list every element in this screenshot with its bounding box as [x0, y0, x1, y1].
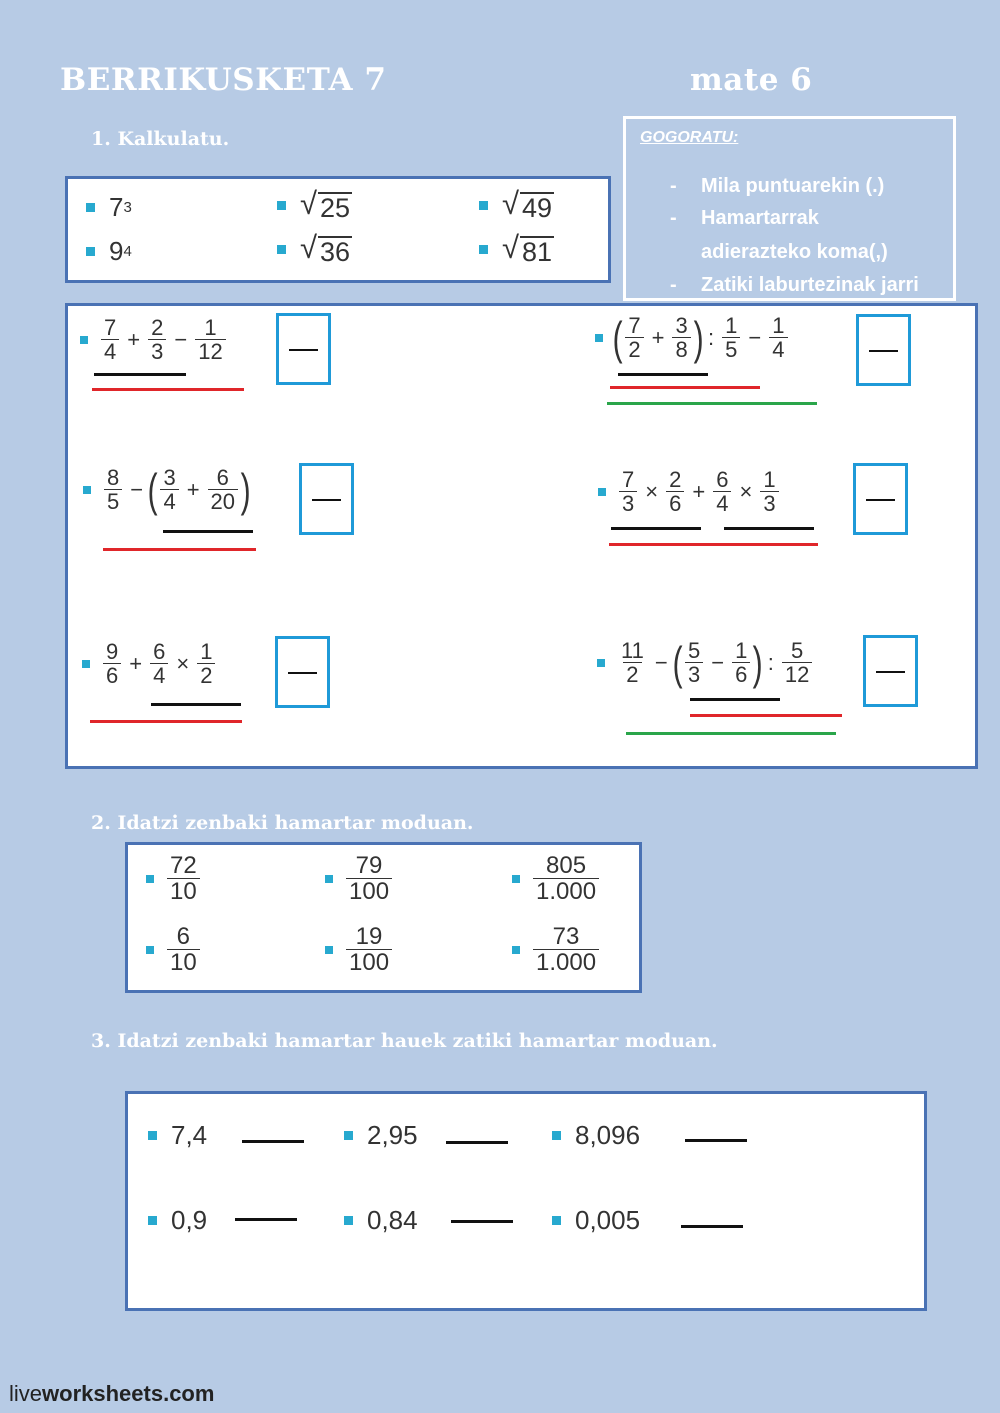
power-item [86, 192, 132, 223]
step-underline [611, 527, 701, 530]
numerator: 1 [735, 638, 748, 663]
fraction-item [325, 924, 395, 975]
denominator: 6 [732, 662, 750, 686]
worksheet-title: BERRIKUSKETA 7 [60, 62, 387, 98]
reminder-item: Hamartarrak [701, 207, 819, 229]
step-underline [610, 386, 760, 389]
operator: × [645, 478, 659, 504]
step-underline [607, 402, 817, 405]
answer-blank[interactable] [446, 1141, 508, 1144]
denominator: 4 [101, 339, 119, 363]
decimal-item [552, 1120, 640, 1151]
step-underline [609, 543, 818, 546]
bullet-icon [344, 1216, 353, 1225]
expression-4 [598, 468, 782, 515]
expression-5 [82, 640, 218, 687]
decimals-box [125, 1091, 927, 1311]
brand-tld: .com [163, 1381, 215, 1406]
bullet-icon [597, 659, 605, 667]
numerator: 7 [628, 313, 641, 338]
numerator: 1 [772, 313, 785, 338]
reminder-item: Mila puntuarekin (.) [701, 175, 885, 197]
bullet-icon [146, 875, 154, 883]
section1-heading: 1. Kalkulatu. [91, 128, 230, 150]
bullet-icon [148, 1131, 157, 1140]
numerator: 7 [622, 467, 635, 492]
decimal-value: 0,005 [575, 1205, 641, 1235]
operator: − [711, 649, 725, 675]
power-base: 7 [109, 192, 124, 222]
denominator: 100 [346, 949, 392, 975]
fraction-bar [288, 672, 317, 674]
bullet-icon [552, 1216, 561, 1225]
radicand: 81 [522, 237, 553, 267]
denominator: 5 [104, 489, 122, 513]
radicand: 36 [320, 237, 351, 267]
numerator: 79 [355, 852, 383, 879]
answer-box[interactable] [853, 463, 908, 535]
numerator: 1 [200, 639, 213, 664]
section2-heading: 2. Idatzi zenbaki hamartar moduan. [91, 812, 474, 834]
bullet-icon [148, 1216, 157, 1225]
step-underline [163, 530, 253, 533]
numerator: 73 [552, 923, 580, 950]
numerator: 2 [151, 315, 164, 340]
bullet-icon [552, 1131, 561, 1140]
numerator: 72 [170, 852, 197, 879]
bullet-icon [512, 875, 520, 883]
root-item [277, 188, 352, 222]
fraction-item [146, 924, 203, 975]
denominator: 1.000 [533, 949, 599, 975]
bullet-icon [277, 201, 286, 210]
operator: − [748, 324, 762, 350]
left-paren: ( [147, 463, 158, 516]
numerator: 1 [725, 313, 738, 338]
operator: + [692, 478, 706, 504]
expression-6 [597, 636, 815, 689]
fraction-bar [866, 499, 895, 501]
step-underline [103, 548, 256, 551]
root-item [479, 188, 554, 222]
operator: : [767, 649, 774, 675]
bullet-icon [344, 1131, 353, 1140]
decimal-value: 8,096 [575, 1120, 641, 1150]
bullet-icon [82, 660, 90, 668]
denominator: 12 [195, 339, 225, 363]
denominator: 20 [208, 489, 238, 513]
numerator: 6 [153, 639, 166, 664]
expression-2 [595, 311, 791, 364]
numerator: 6 [716, 467, 729, 492]
numerator: 3 [163, 465, 176, 490]
brand-bold: worksheets [42, 1381, 164, 1406]
bullet-icon [80, 336, 88, 344]
numerator: 805 [546, 852, 587, 879]
power-exponent: 3 [123, 199, 132, 216]
expression-1 [80, 316, 229, 363]
step-underline [618, 373, 708, 376]
decimal-item [552, 1205, 640, 1236]
radical-icon: √ [502, 230, 520, 265]
radical-icon: √ [300, 186, 318, 221]
answer-box[interactable] [863, 635, 918, 707]
footer-brand [9, 1381, 214, 1407]
denominator: 1.000 [533, 878, 599, 904]
step-underline [151, 703, 241, 706]
decimal-item [148, 1120, 207, 1151]
answer-blank[interactable] [685, 1139, 747, 1142]
bullet-icon [86, 247, 95, 256]
step-underline [690, 698, 780, 701]
bullet-icon [277, 245, 286, 254]
step-underline [92, 388, 244, 391]
denominator: 6 [666, 491, 684, 515]
operator: − [654, 649, 668, 675]
decimal-value: 0,9 [171, 1205, 208, 1235]
decimal-value: 2,95 [367, 1120, 418, 1150]
denominator: 3 [148, 339, 166, 363]
operator: + [186, 476, 200, 502]
power-base: 9 [109, 236, 124, 266]
bullet-icon [598, 488, 606, 496]
denominator: 3 [760, 491, 778, 515]
power-exponent: 4 [123, 243, 132, 260]
operator: + [651, 324, 665, 350]
operator: + [127, 326, 141, 352]
bullet-icon [146, 946, 154, 954]
fraction-bar [312, 499, 341, 501]
decimal-item [148, 1205, 207, 1236]
numerator: 3 [675, 313, 688, 338]
right-paren: ) [693, 311, 704, 364]
section3-heading: 3. Idatzi zenbaki hamartar hauek zatiki hamartar moduan. [91, 1030, 718, 1052]
bullet-icon [512, 946, 520, 954]
radical-icon: √ [300, 230, 318, 265]
decimal-item [344, 1120, 418, 1151]
fraction-item [512, 924, 602, 975]
denominator: 4 [713, 491, 731, 515]
step-underline [94, 373, 186, 376]
denominator: 4 [150, 663, 168, 687]
answer-blank[interactable] [235, 1218, 297, 1221]
fraction-bar [289, 349, 318, 351]
answer-blank[interactable] [242, 1140, 304, 1143]
operator: × [739, 478, 753, 504]
reminder-item: adierazteko koma(,) [701, 241, 888, 263]
denominator: 10 [167, 878, 200, 904]
step-underline [724, 527, 814, 530]
bullet-icon [595, 334, 603, 342]
answer-blank[interactable] [681, 1225, 743, 1228]
left-paren: ( [612, 311, 623, 364]
root-item [277, 232, 352, 266]
denominator: 3 [619, 491, 637, 515]
answer-box[interactable] [856, 314, 911, 386]
denominator: 12 [782, 662, 812, 686]
brand-light: live [9, 1381, 43, 1406]
fractions-box [125, 842, 642, 993]
fraction-item [512, 853, 602, 904]
answer-blank[interactable] [451, 1220, 513, 1223]
right-paren: ) [753, 636, 764, 689]
answer-box[interactable] [299, 463, 354, 535]
reminder-bullet: - [670, 207, 677, 229]
fraction-bar [869, 350, 898, 352]
left-paren: ( [672, 636, 683, 689]
reminder-item: Zatiki laburtezinak jarri [701, 274, 919, 296]
root-item [479, 232, 554, 266]
right-paren: ) [240, 463, 251, 516]
bullet-icon [86, 203, 95, 212]
operator: + [129, 650, 143, 676]
bullet-icon [479, 201, 488, 210]
denominator: 4 [769, 337, 787, 361]
answer-box[interactable] [276, 313, 331, 385]
numerator: 9 [106, 639, 119, 664]
numerator: 6 [216, 465, 229, 490]
decimal-item [344, 1205, 418, 1236]
denominator: 2 [625, 337, 643, 361]
radical-icon: √ [502, 186, 520, 221]
fraction-item [146, 853, 203, 904]
numerator: 1 [763, 467, 776, 492]
reminder-title: GOGORATU: [640, 129, 739, 146]
powers-roots-box [65, 176, 611, 283]
decimal-value: 7,4 [171, 1120, 208, 1150]
subject-label: mate 6 [690, 62, 813, 98]
step-underline [90, 720, 242, 723]
answer-box[interactable] [275, 636, 330, 708]
numerator: 7 [104, 315, 117, 340]
step-underline [690, 714, 842, 717]
numerator: 11 [621, 638, 644, 663]
numerator: 1 [204, 315, 217, 340]
operations-box [65, 303, 978, 769]
bullet-icon [83, 486, 91, 494]
denominator: 100 [346, 878, 392, 904]
bullet-icon [325, 875, 333, 883]
denominator: 2 [623, 662, 641, 686]
numerator: 5 [688, 638, 701, 663]
bullet-icon [325, 946, 333, 954]
operator: − [174, 326, 188, 352]
numerator: 6 [176, 923, 191, 950]
numerator: 19 [355, 923, 383, 950]
numerator: 2 [669, 467, 682, 492]
denominator: 5 [722, 337, 740, 361]
fraction-item [325, 853, 395, 904]
operator: : [708, 324, 715, 350]
decimal-value: 0,84 [367, 1205, 418, 1235]
step-underline [626, 732, 836, 735]
bullet-icon [479, 245, 488, 254]
radicand: 25 [320, 193, 351, 223]
denominator: 4 [160, 489, 178, 513]
denominator: 10 [167, 949, 200, 975]
power-item [86, 236, 132, 267]
radicand: 49 [522, 193, 553, 223]
reminder-bullet: - [670, 175, 677, 197]
reminder-bullet: - [670, 274, 677, 296]
operator: − [130, 476, 144, 502]
denominator: 3 [685, 662, 703, 686]
denominator: 6 [103, 663, 121, 687]
reminder-box [623, 116, 956, 301]
numerator: 5 [790, 638, 804, 663]
expression-3 [83, 463, 251, 516]
operator: × [176, 650, 190, 676]
denominator: 8 [672, 337, 690, 361]
denominator: 2 [197, 663, 215, 687]
fraction-bar [876, 671, 905, 673]
numerator: 8 [107, 465, 120, 490]
